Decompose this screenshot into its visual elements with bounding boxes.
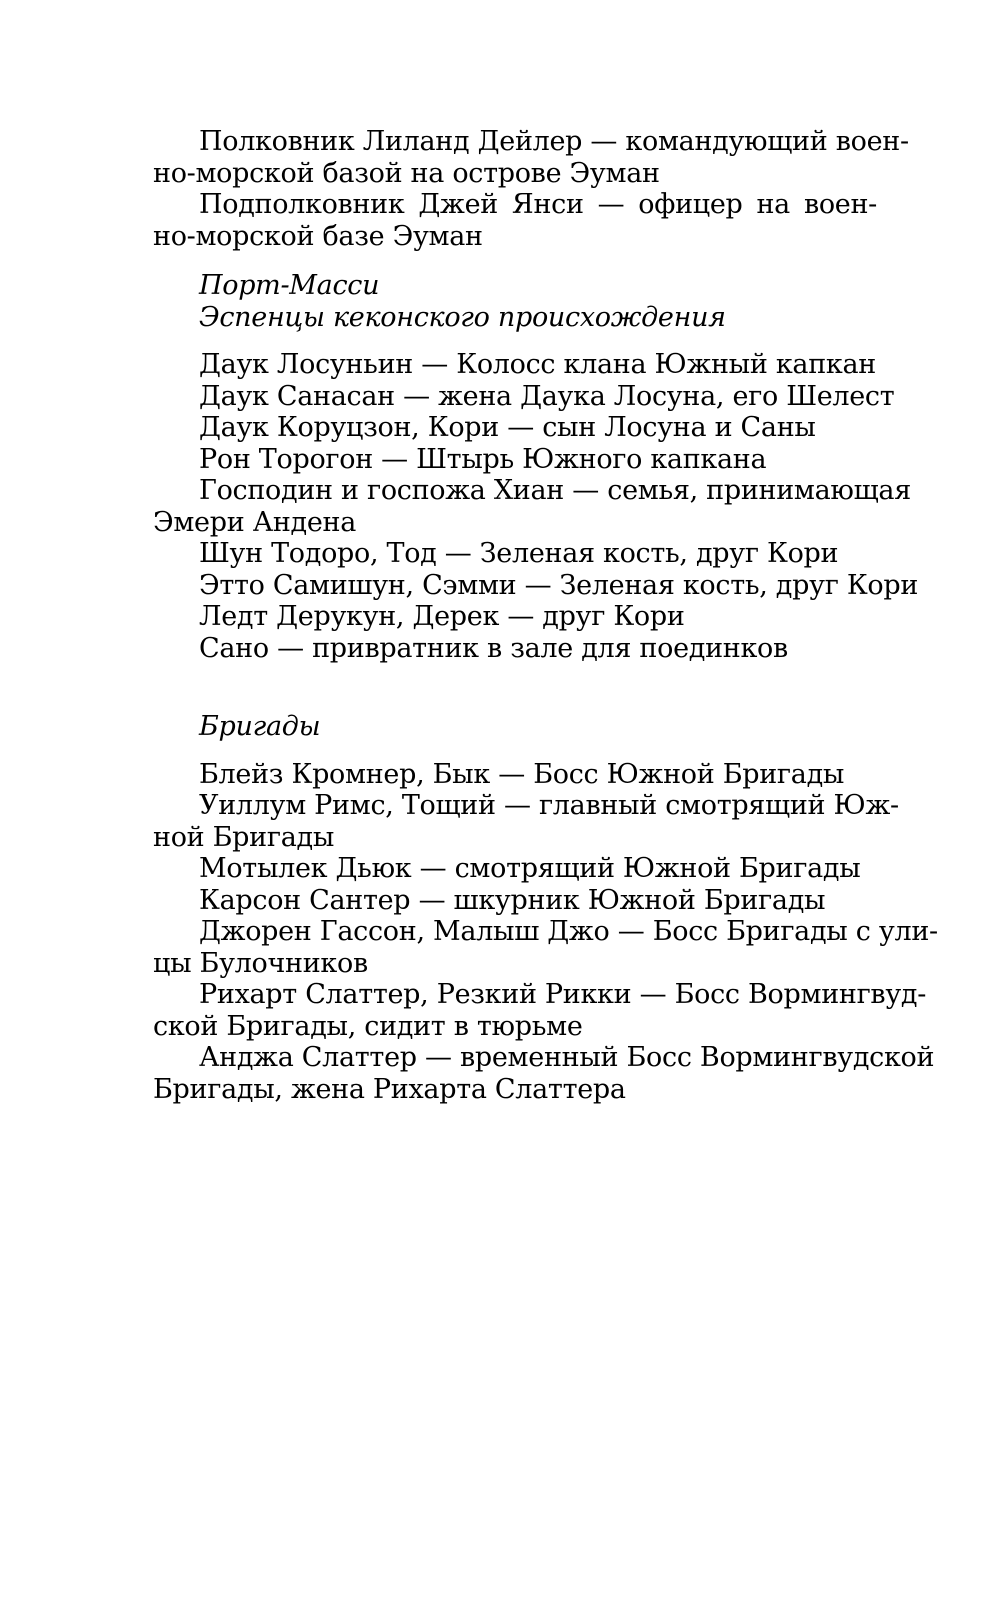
text-line: Уиллум Римс, Тощий — главный смотрящий Юж- <box>199 790 899 821</box>
text-line: Подполковник Джей Янси — офицер на воен- <box>199 189 877 220</box>
character-list <box>153 126 938 1105</box>
text-line: Эмери Андена <box>153 506 357 538</box>
text-line: Рон Торогон — Штырь Южного капкана <box>199 443 767 475</box>
text-line: Даук Санасан — жена Даука Лосуна, его Шелест <box>199 380 895 412</box>
text-line: Господин и госпожа Хиан — семья, принимающая <box>199 475 911 506</box>
text-line: Даук Коруцзон, Кори — сын Лосуна и Саны <box>199 412 816 443</box>
text-line: Рихарт Слаттер, Резкий Рикки — Босс Вормингвуд- <box>199 979 927 1010</box>
text-line: Карсон Сантер — шкурник Южной Бригады <box>199 884 826 916</box>
text-line: Мотылек Дьюк — смотрящий Южной Бригады <box>199 853 861 884</box>
text-line: но-морской базе Эуман <box>153 220 483 252</box>
section-heading: Порт-Масси <box>199 270 380 301</box>
text-line: Ледт Дерукун, Дерек — друг Кори <box>199 601 685 632</box>
text-line: Сано — привратник в зале для поединков <box>199 632 788 664</box>
text-line: но-морской базой на острове Эуман <box>153 157 660 189</box>
text-line: Блейз Кромнер, Бык — Босс Южной Бригады <box>199 758 845 790</box>
text-line: Анджа Слаттер — временный Босс Вормингвудской <box>199 1042 935 1073</box>
section-subheading: Эспенцы кеконского происхождения <box>199 301 726 333</box>
section-heading: Бригады <box>199 711 321 742</box>
text-line: ской Бригады, сидит в тюрьме <box>153 1010 583 1042</box>
text-line: ной Бригады <box>153 821 335 853</box>
text-line: Бригады, жена Рихарта Слаттера <box>153 1073 626 1105</box>
text-line: Шун Тодоро, Тод — Зеленая кость, друг Кори <box>199 538 839 569</box>
text-line: цы Булочников <box>153 947 368 979</box>
text-line: Даук Лосуньин — Колосс клана Южный капкан <box>199 349 876 380</box>
text-line: Полковник Лиланд Дейлер — командующий воен- <box>199 126 909 157</box>
text-line: Джорен Гассон, Малыш Джо — Босс Бригады с ули- <box>199 916 938 947</box>
text-line: Этто Самишун, Сэмми — Зеленая кость, друг Кори <box>199 569 919 601</box>
